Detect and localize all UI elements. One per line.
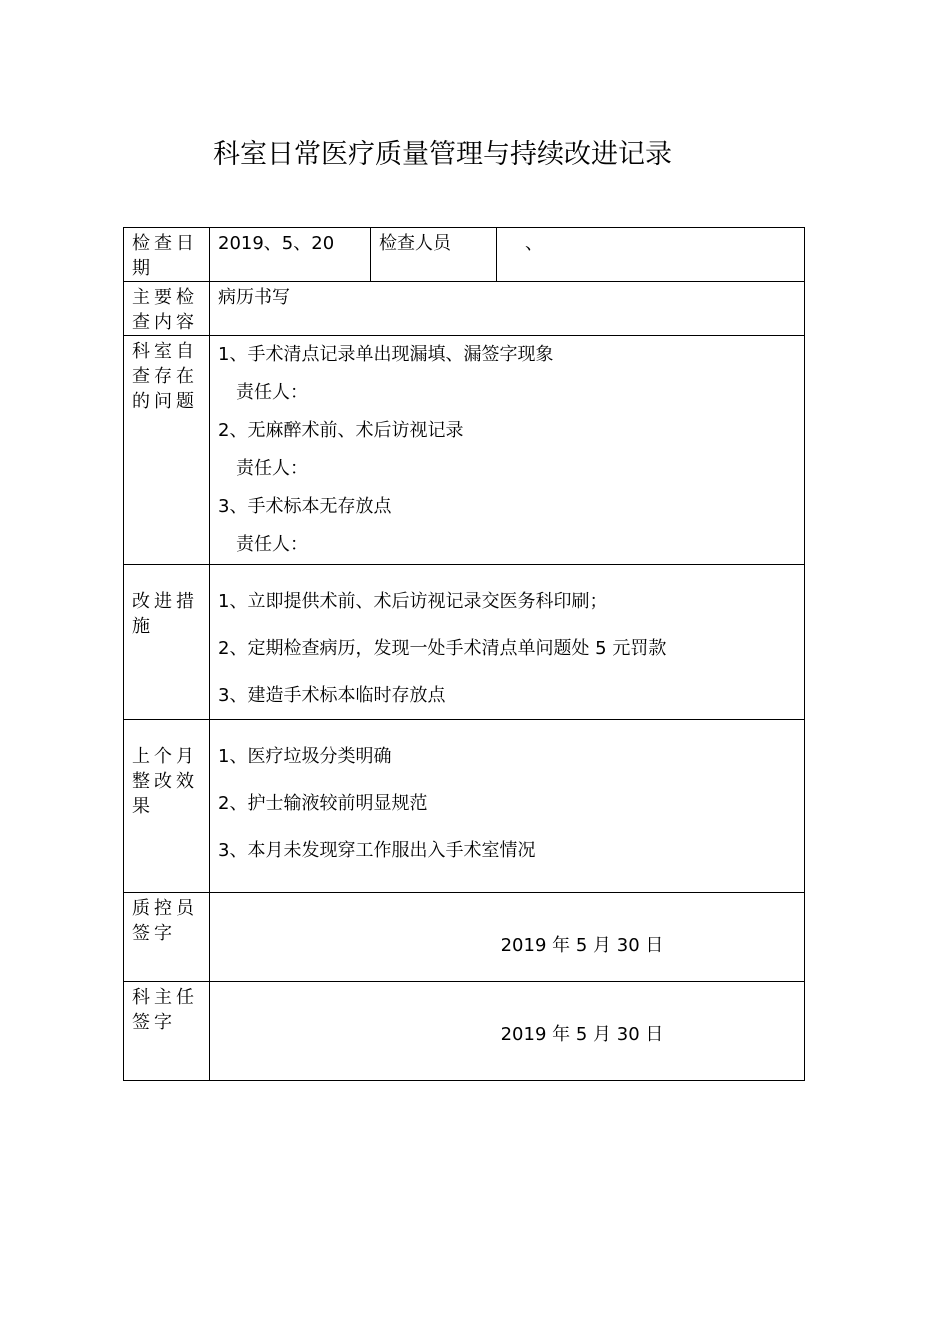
improvement-measures-cell — [210, 565, 805, 720]
inspection-date-label: 检查日期 — [124, 228, 210, 282]
effect-item: 1、医疗垃圾分类明确 — [218, 746, 392, 767]
qc-signature-label: 质控员签字 — [124, 893, 210, 982]
record-table — [123, 227, 805, 1081]
table-row — [124, 565, 805, 720]
responsible-person: 责任人： — [236, 534, 308, 555]
effect-item: 3、本月未发现穿工作服出入手术室情况 — [218, 840, 536, 861]
issue-item: 1、手术清点记录单出现漏填、漏签字现象 — [218, 344, 554, 365]
table-row — [124, 228, 805, 282]
inspection-content-label: 主要检查内容 — [124, 282, 210, 336]
improvement-measures-label: 改进措施 — [124, 565, 210, 720]
qc-signature-cell — [210, 893, 805, 982]
last-month-effect-label: 上个月整改效果 — [124, 720, 210, 893]
inspector-value: 、 — [497, 228, 805, 282]
effect-item: 2、护士输液较前明显规范 — [218, 793, 428, 814]
responsible-person: 责任人： — [236, 458, 308, 479]
director-signature-label: 科主任签字 — [124, 982, 210, 1081]
self-check-issues-cell — [210, 336, 805, 565]
qc-signature-date: 2019 年 5 月 30 日 — [500, 935, 664, 956]
inspection-date-value: 2019、5、20 — [210, 228, 371, 282]
page-title: 科室日常医疗质量管理与持续改进记录 — [213, 139, 672, 170]
self-check-issues-label: 科室自查存在的问题 — [124, 336, 210, 565]
measure-item: 3、建造手术标本临时存放点 — [218, 685, 446, 706]
inspector-label: 检查人员 — [371, 228, 497, 282]
director-signature-cell — [210, 982, 805, 1081]
last-month-effect-cell — [210, 720, 805, 893]
table-row — [124, 282, 805, 336]
issue-item: 3、手术标本无存放点 — [218, 496, 392, 517]
table-row — [124, 720, 805, 893]
issue-item: 2、无麻醉术前、术后访视记录 — [218, 420, 464, 441]
measure-item: 1、立即提供术前、术后访视记录交医务科印刷； — [218, 591, 608, 612]
responsible-person: 责任人： — [236, 382, 308, 403]
table-row — [124, 336, 805, 565]
table-row — [124, 893, 805, 982]
table-row — [124, 982, 805, 1081]
director-signature-date: 2019 年 5 月 30 日 — [500, 1024, 664, 1045]
inspection-content-value: 病历书写 — [210, 282, 805, 336]
measure-item: 2、定期检查病历，发现一处手术清点单问题处 5 元罚款 — [218, 638, 667, 659]
